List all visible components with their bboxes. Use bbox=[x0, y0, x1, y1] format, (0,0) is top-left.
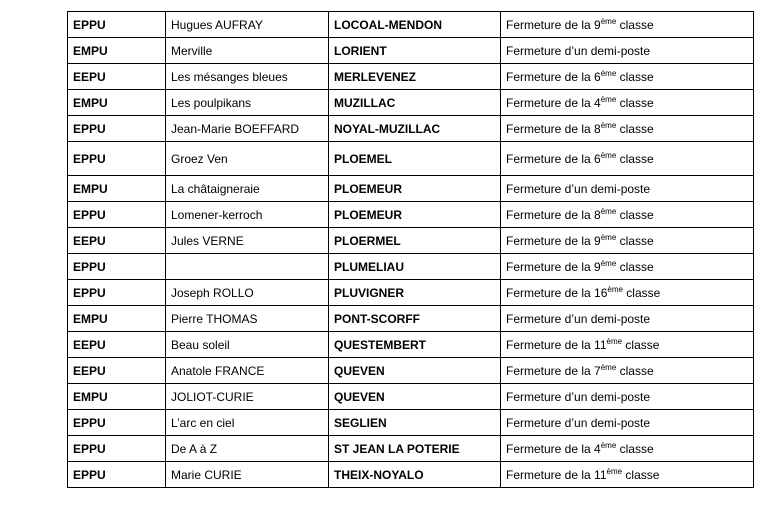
school-type-cell: EPPU bbox=[68, 280, 166, 306]
ordinal-suffix: ème bbox=[600, 440, 617, 450]
action-text: Fermeture d’un demi-poste bbox=[506, 311, 651, 326]
school-type-cell: EPPU bbox=[68, 12, 166, 38]
school-name-cell: Marie CURIE bbox=[166, 462, 329, 488]
action-cell bbox=[501, 176, 754, 202]
action-text: Fermeture de la 11 bbox=[506, 337, 607, 352]
action-text: Fermeture de la 9 bbox=[506, 17, 601, 32]
school-type-cell: EMPU bbox=[68, 176, 166, 202]
school-type-cell: EMPU bbox=[68, 384, 166, 410]
school-type-cell: EEPU bbox=[68, 332, 166, 358]
ordinal-suffix: ème bbox=[600, 232, 617, 242]
school-type-cell: EPPU bbox=[68, 462, 166, 488]
table-row bbox=[68, 116, 754, 142]
ordinal-suffix: ème bbox=[600, 362, 617, 372]
school-name-cell: Groez Ven bbox=[166, 142, 329, 176]
action-text-suffix: classe bbox=[616, 151, 654, 166]
school-name-cell bbox=[166, 254, 329, 280]
commune-cell: ST JEAN LA POTERIE bbox=[329, 436, 501, 462]
table-row bbox=[68, 306, 754, 332]
table-row bbox=[68, 332, 754, 358]
action-text-suffix: classe bbox=[616, 441, 654, 456]
table-row bbox=[68, 90, 754, 116]
commune-cell: MERLEVENEZ bbox=[329, 64, 501, 90]
table-row bbox=[68, 280, 754, 306]
ordinal-suffix: ème bbox=[600, 258, 617, 268]
ordinal-suffix: ème bbox=[600, 16, 617, 26]
action-cell bbox=[501, 384, 754, 410]
action-text: Fermeture de la 8 bbox=[506, 121, 601, 136]
school-type-cell: EEPU bbox=[68, 228, 166, 254]
ordinal-suffix: ème bbox=[606, 336, 623, 346]
ordinal-suffix: ème bbox=[600, 206, 617, 216]
commune-cell: PLUVIGNER bbox=[329, 280, 501, 306]
action-text-suffix: classe bbox=[616, 233, 654, 248]
action-text-suffix: classe bbox=[616, 207, 654, 222]
action-text: Fermeture de la 9 bbox=[506, 233, 601, 248]
ordinal-suffix: ème bbox=[600, 120, 617, 130]
ordinal-suffix: ème bbox=[606, 466, 623, 476]
action-text: Fermeture de la 11 bbox=[506, 467, 607, 482]
commune-cell: NOYAL-MUZILLAC bbox=[329, 116, 501, 142]
action-cell bbox=[501, 436, 754, 462]
action-text: Fermeture de la 7 bbox=[506, 363, 601, 378]
action-text: Fermeture de la 6 bbox=[506, 69, 601, 84]
school-name-cell: Pierre THOMAS bbox=[166, 306, 329, 332]
action-cell bbox=[501, 332, 754, 358]
action-cell bbox=[501, 64, 754, 90]
action-cell bbox=[501, 254, 754, 280]
ordinal-suffix: ème bbox=[600, 150, 617, 160]
school-type-cell: EMPU bbox=[68, 90, 166, 116]
action-cell bbox=[501, 462, 754, 488]
action-cell bbox=[501, 12, 754, 38]
action-text: Fermeture d’un demi-poste bbox=[506, 415, 651, 430]
school-name-cell: Beau soleil bbox=[166, 332, 329, 358]
table-row bbox=[68, 358, 754, 384]
school-type-cell: EEPU bbox=[68, 64, 166, 90]
table-row bbox=[68, 202, 754, 228]
school-type-cell: EPPU bbox=[68, 142, 166, 176]
school-name-cell: Hugues AUFRAY bbox=[166, 12, 329, 38]
action-text-suffix: classe bbox=[622, 467, 660, 482]
table-row bbox=[68, 176, 754, 202]
school-type-cell: EPPU bbox=[68, 116, 166, 142]
table-body bbox=[68, 12, 754, 488]
commune-cell: QUEVEN bbox=[329, 384, 501, 410]
school-name-cell: L’arc en ciel bbox=[166, 410, 329, 436]
commune-cell: QUEVEN bbox=[329, 358, 501, 384]
school-name-cell: La châtaigneraie bbox=[166, 176, 329, 202]
action-cell bbox=[501, 142, 754, 176]
action-text: Fermeture d’un demi-poste bbox=[506, 181, 651, 196]
action-text-suffix: classe bbox=[616, 259, 654, 274]
commune-cell: THEIX-NOYALO bbox=[329, 462, 501, 488]
action-text: Fermeture de la 8 bbox=[506, 207, 601, 222]
table-row bbox=[68, 228, 754, 254]
commune-cell: LORIENT bbox=[329, 38, 501, 64]
table-row bbox=[68, 142, 754, 176]
action-cell bbox=[501, 90, 754, 116]
school-type-cell: EPPU bbox=[68, 202, 166, 228]
ordinal-suffix: ème bbox=[600, 94, 617, 104]
action-text-suffix: classe bbox=[622, 337, 660, 352]
school-name-cell: Les mésanges bleues bbox=[166, 64, 329, 90]
commune-cell: PLOERMEL bbox=[329, 228, 501, 254]
table-row bbox=[68, 384, 754, 410]
action-text: Fermeture de la 9 bbox=[506, 259, 601, 274]
school-name-cell: JOLIOT-CURIE bbox=[166, 384, 329, 410]
closures-table bbox=[67, 11, 754, 488]
action-text: Fermeture de la 16 bbox=[506, 285, 608, 300]
school-name-cell: Jean-Marie BOEFFARD bbox=[166, 116, 329, 142]
action-text-suffix: classe bbox=[616, 95, 654, 110]
school-name-cell: Merville bbox=[166, 38, 329, 64]
school-name-cell: Joseph ROLLO bbox=[166, 280, 329, 306]
table-row bbox=[68, 410, 754, 436]
action-text: Fermeture de la 4 bbox=[506, 441, 601, 456]
table-row bbox=[68, 436, 754, 462]
action-cell bbox=[501, 202, 754, 228]
action-text-suffix: classe bbox=[616, 17, 654, 32]
commune-cell: PLOEMEUR bbox=[329, 202, 501, 228]
action-cell bbox=[501, 116, 754, 142]
action-text: Fermeture de la 4 bbox=[506, 95, 601, 110]
school-name-cell: Lomener-kerroch bbox=[166, 202, 329, 228]
action-cell bbox=[501, 410, 754, 436]
commune-cell: SEGLIEN bbox=[329, 410, 501, 436]
action-text-suffix: classe bbox=[616, 121, 654, 136]
action-cell bbox=[501, 358, 754, 384]
school-name-cell: Jules VERNE bbox=[166, 228, 329, 254]
commune-cell: PLUMELIAU bbox=[329, 254, 501, 280]
table-row bbox=[68, 64, 754, 90]
commune-cell: MUZILLAC bbox=[329, 90, 501, 116]
ordinal-suffix: ème bbox=[600, 68, 617, 78]
school-name-cell: Les poulpikans bbox=[166, 90, 329, 116]
school-type-cell: EMPU bbox=[68, 38, 166, 64]
action-cell bbox=[501, 38, 754, 64]
action-text-suffix: classe bbox=[616, 363, 654, 378]
commune-cell: PONT-SCORFF bbox=[329, 306, 501, 332]
school-type-cell: EEPU bbox=[68, 358, 166, 384]
action-text-suffix: classe bbox=[622, 285, 661, 300]
commune-cell: PLOEMEL bbox=[329, 142, 501, 176]
action-text-suffix: classe bbox=[616, 69, 654, 84]
school-name-cell: Anatole FRANCE bbox=[166, 358, 329, 384]
commune-cell: PLOEMEUR bbox=[329, 176, 501, 202]
table-row bbox=[68, 254, 754, 280]
action-cell bbox=[501, 306, 754, 332]
action-text: Fermeture d’un demi-poste bbox=[506, 389, 651, 404]
ordinal-suffix: ème bbox=[607, 284, 623, 294]
action-text: Fermeture d’un demi-poste bbox=[506, 43, 651, 58]
action-text: Fermeture de la 6 bbox=[506, 151, 601, 166]
school-type-cell: EPPU bbox=[68, 254, 166, 280]
school-type-cell: EMPU bbox=[68, 306, 166, 332]
action-cell bbox=[501, 228, 754, 254]
school-name-cell: De A à Z bbox=[166, 436, 329, 462]
action-cell bbox=[501, 280, 754, 306]
commune-cell: QUESTEMBERT bbox=[329, 332, 501, 358]
table-row bbox=[68, 462, 754, 488]
school-type-cell: EPPU bbox=[68, 410, 166, 436]
school-type-cell: EPPU bbox=[68, 436, 166, 462]
table-row bbox=[68, 38, 754, 64]
commune-cell: LOCOAL-MENDON bbox=[329, 12, 501, 38]
table-row bbox=[68, 12, 754, 38]
